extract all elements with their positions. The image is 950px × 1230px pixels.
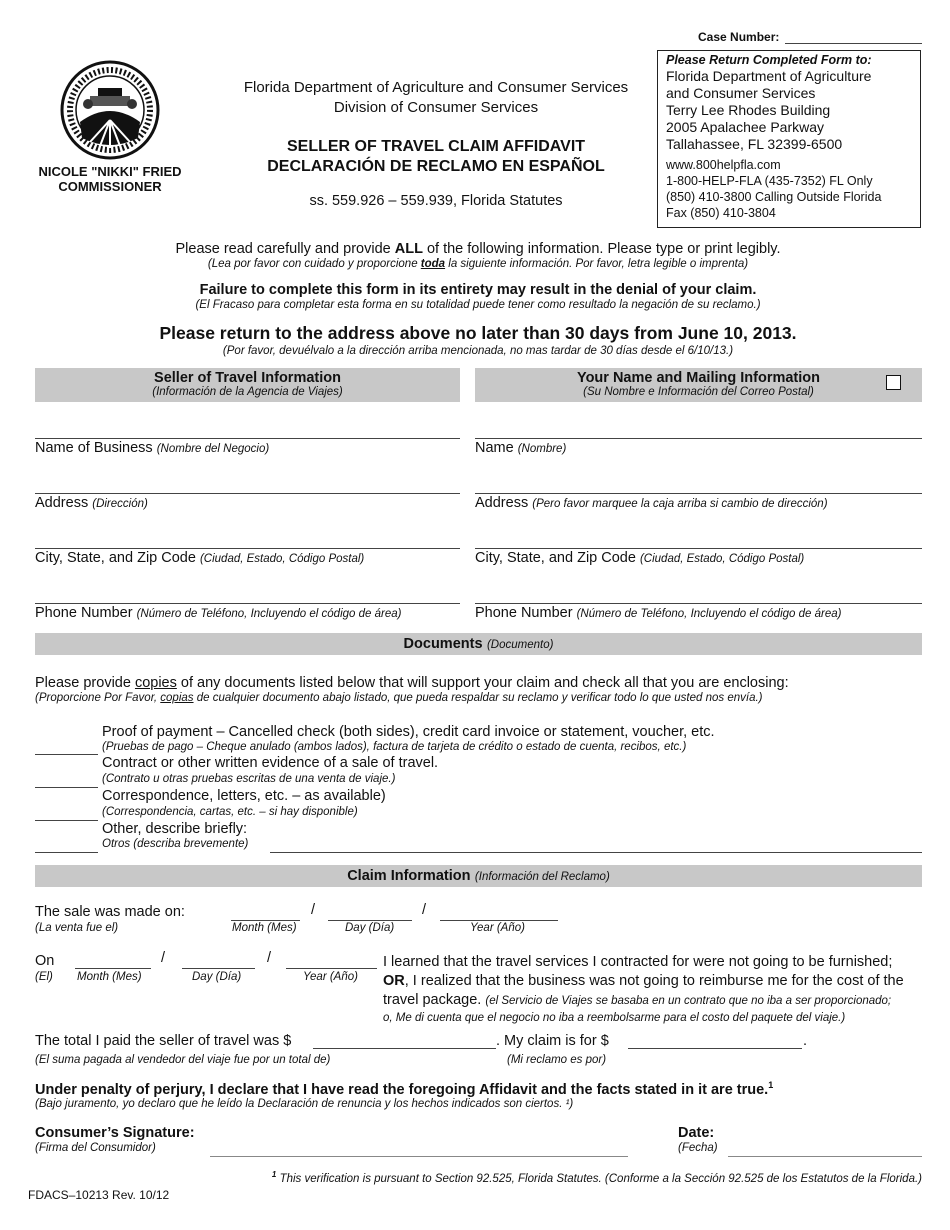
return-line-2: and Consumer Services xyxy=(666,85,816,101)
return-line-5: Tallahassee, FL 32399-6500 xyxy=(666,136,843,152)
instruction-read-es: (Lea por favor con cuidado y proporcione toda la siguiente información. Por favor, letra legible o imprenta) xyxy=(207,258,749,270)
correspondence-check[interactable] xyxy=(35,820,98,821)
case-number-label: Case Number: xyxy=(698,30,780,44)
instruction-read: Please read carefully and provide ALL of the following information. Please type or print legibly. xyxy=(175,241,781,257)
date-field[interactable] xyxy=(728,1156,922,1157)
date-slash: / xyxy=(311,902,316,918)
date-slash: / xyxy=(267,950,272,966)
on-month-caption: Month (Mes) xyxy=(77,971,142,983)
learned-statement: I learned that the travel services I contracted for were not going to be furnished; OR, I realized that the business was not going to reimburse me for the cost of the travel package. (el Servicio de Viajes se basaba en un contrato que no iba a ser proporcionado; o, Me di cuenta que el negocio no iba a reembolsarme para el costo del paquete del viaje.) xyxy=(383,954,904,1024)
other-description-field[interactable] xyxy=(270,852,922,853)
sale-month-field[interactable] xyxy=(231,920,300,921)
doc-item-other-es: Otros (describa brevemente) xyxy=(102,838,249,850)
return-line-1: Florida Department of Agriculture xyxy=(666,68,872,84)
your-city-label: City, State, and Zip Code (Ciudad, Estado, Código Postal) xyxy=(475,550,805,566)
return-address-box xyxy=(657,50,921,228)
your-city-field[interactable] xyxy=(475,548,922,549)
doc-item-correspondence: Correspondence, letters, etc. – as available) xyxy=(102,788,386,804)
your-section-subtitle: (Su Nombre e Información del Correo Postal) xyxy=(583,386,814,398)
signature-label-es: (Firma del Consumidor) xyxy=(35,1142,156,1154)
seller-section-title: Seller of Travel Information xyxy=(154,370,341,386)
form-title-es: DECLARACIÓN DE RECLAMO EN ESPAÑOL xyxy=(267,158,605,175)
return-line-3: Terry Lee Rhodes Building xyxy=(666,102,831,118)
doc-item-correspondence-es: (Correspondencia, cartas, etc. – si hay disponible) xyxy=(102,806,358,818)
seller-address-field[interactable] xyxy=(35,493,460,494)
on-year-field[interactable] xyxy=(286,968,377,969)
claim-amount-label: . My claim is for $ xyxy=(496,1033,609,1049)
sale-day-caption: Day (Día) xyxy=(345,922,395,934)
sale-month-caption: Month (Mes) xyxy=(232,922,297,934)
return-heading: Please Return Completed Form to: xyxy=(666,53,872,67)
date-label: Date: xyxy=(678,1125,715,1141)
your-address-label: Address (Pero favor marquee la caja arriba si cambio de dirección) xyxy=(475,495,828,511)
form-title: SELLER OF TRAVEL CLAIM AFFIDAVIT xyxy=(286,138,586,155)
proof-payment-check[interactable] xyxy=(35,754,98,755)
your-section-title: Your Name and Mailing Information xyxy=(576,370,821,386)
doc-item-proof-payment: Proof of payment – Cancelled check (both sides), credit card invoice or statement, voucher, etc. xyxy=(102,724,715,740)
sale-date-label-es: (La venta fue el) xyxy=(35,922,119,934)
seller-city-field[interactable] xyxy=(35,548,460,549)
instruction-return-deadline: Please return to the address above no later than 30 days from June 10, 2013. xyxy=(159,323,797,343)
contract-check[interactable] xyxy=(35,787,98,788)
business-name-field[interactable] xyxy=(35,438,460,439)
seller-address-label: Address (Dirección) xyxy=(35,495,148,511)
form-id: FDACS–10213 Rev. 10/12 xyxy=(28,1188,170,1202)
on-year-caption: Year (Año) xyxy=(303,971,358,983)
date-slash: / xyxy=(161,950,166,966)
return-phone-outside: (850) 410-3800 Calling Outside Florida xyxy=(666,190,882,204)
footnote: $^1$ This verification is pursuant to Section 92.525, Florida Statutes. (Conforme a la Sección 92.525 de los Estatutos de la Florida.) xyxy=(271,1170,922,1185)
date-slash: / xyxy=(422,902,427,918)
claim-header xyxy=(35,865,922,887)
seller-city-label: City, State, and Zip Code (Ciudad, Estado, Código Postal) xyxy=(35,550,365,566)
on-date-label: On xyxy=(35,953,55,969)
sale-date-label: The sale was made on: xyxy=(35,904,185,920)
perjury-statement-es: (Bajo juramento, yo declaro que he leído la Declaración de renuncia y los hechos indicados son ciertos. ¹) xyxy=(35,1098,574,1110)
documents-title: Documents xyxy=(403,636,483,652)
your-name-label: Name (Nombre) xyxy=(475,440,567,456)
department-seal xyxy=(60,60,160,160)
your-phone-field[interactable] xyxy=(475,603,922,604)
on-day-field[interactable] xyxy=(182,968,255,969)
return-phone-fl: 1-800-HELP-FLA (435-7352) FL Only xyxy=(666,174,873,188)
on-date-label-es: (El) xyxy=(35,971,53,983)
claim-amount-label-es: (Mi reclamo es por) xyxy=(507,1054,607,1066)
doc-item-contract: Contract or other written evidence of a sale of travel. xyxy=(102,755,439,771)
doc-item-other: Other, describe briefly: xyxy=(102,821,248,837)
documents-title-es: (Documento) xyxy=(486,639,554,651)
your-phone-label: Phone Number (Número de Teléfono, Incluyendo el código de área) xyxy=(475,605,842,621)
claim-amount-field[interactable] xyxy=(628,1048,802,1049)
doc-item-contract-es: (Contrato u otras pruebas escritas de una venta de viaje.) xyxy=(102,773,396,785)
instruction-failure-es: (El Fracaso para completar esta forma en su totalidad puede tener como resultado la negación de su reclamo.) xyxy=(195,299,761,311)
documents-intro: Please provide copies of any documents listed below that will support your claim and check all that you are enclosing: xyxy=(35,675,789,691)
on-month-field[interactable] xyxy=(75,968,151,969)
your-section-header xyxy=(475,368,922,402)
seller-phone-field[interactable] xyxy=(35,603,460,604)
sale-day-field[interactable] xyxy=(328,920,412,921)
documents-header xyxy=(35,633,922,655)
claim-period: . xyxy=(803,1033,808,1049)
on-day-caption: Day (Día) xyxy=(192,971,242,983)
perjury-statement: Under penalty of perjury, I declare that I have read the foregoing Affidavit and the facts stated in it are true.$^1$ xyxy=(35,1080,774,1098)
division-name: Division of Consumer Services xyxy=(333,99,539,116)
statutes: ss. 559.926 – 559.939, Florida Statutes xyxy=(309,193,563,209)
return-website: www.800helpfla.com xyxy=(666,158,781,172)
claim-title: Claim Information xyxy=(347,868,471,884)
seller-section-header xyxy=(35,368,460,402)
total-paid-field[interactable] xyxy=(313,1048,496,1049)
total-paid-label: The total I paid the seller of travel was $ xyxy=(35,1033,292,1049)
other-check[interactable] xyxy=(35,852,98,853)
your-name-field[interactable] xyxy=(475,438,922,439)
return-line-4: 2005 Apalachee Parkway xyxy=(666,119,824,135)
doc-item-proof-payment-es: (Pruebas de pago – Cheque anulado (ambos lados), factura de tarjeta de crédito o estado de cuenta, recibos, etc.) xyxy=(102,741,687,753)
commissioner-name: NICOLE "NIKKI" FRIED xyxy=(38,164,182,179)
case-number-field[interactable] xyxy=(785,43,922,44)
instruction-failure: Failure to complete this form in its entirety may result in the denial of your claim. xyxy=(199,282,757,298)
total-paid-label-es: (El suma pagada al vendedor del viaje fue por un total de) xyxy=(35,1054,331,1066)
sale-year-caption: Year (Año) xyxy=(470,922,525,934)
department-name: Florida Department of Agriculture and Consumer Services xyxy=(243,79,629,96)
address-change-checkbox[interactable] xyxy=(886,375,901,390)
business-name-label: Name of Business (Nombre del Negocio) xyxy=(35,440,270,456)
signature-field[interactable] xyxy=(210,1156,628,1157)
sale-year-field[interactable] xyxy=(440,920,558,921)
date-label-es: (Fecha) xyxy=(678,1142,718,1154)
claim-title-es: (Información del Reclamo) xyxy=(474,871,610,883)
your-address-field[interactable] xyxy=(475,493,922,494)
seller-section-subtitle: (Información de la Agencia de Viajes) xyxy=(152,386,343,398)
instruction-return-deadline-es: (Por favor, devuélvalo a la dirección arriba mencionada, no mas tardar de 30 días desde el 6/10/13.) xyxy=(222,345,734,357)
seller-phone-label: Phone Number (Número de Teléfono, Incluyendo el código de área) xyxy=(35,605,402,621)
signature-label: Consumer’s Signature: xyxy=(35,1125,195,1141)
commissioner-title: COMMISSIONER xyxy=(58,179,162,194)
return-fax: Fax (850) 410-3804 xyxy=(666,206,776,220)
documents-intro-es: (Proporcione Por Favor, copias de cualquier documento abajo listado, que pueda respaldar su reclamo y verificar todo lo que usted nos envía.) xyxy=(35,692,763,704)
